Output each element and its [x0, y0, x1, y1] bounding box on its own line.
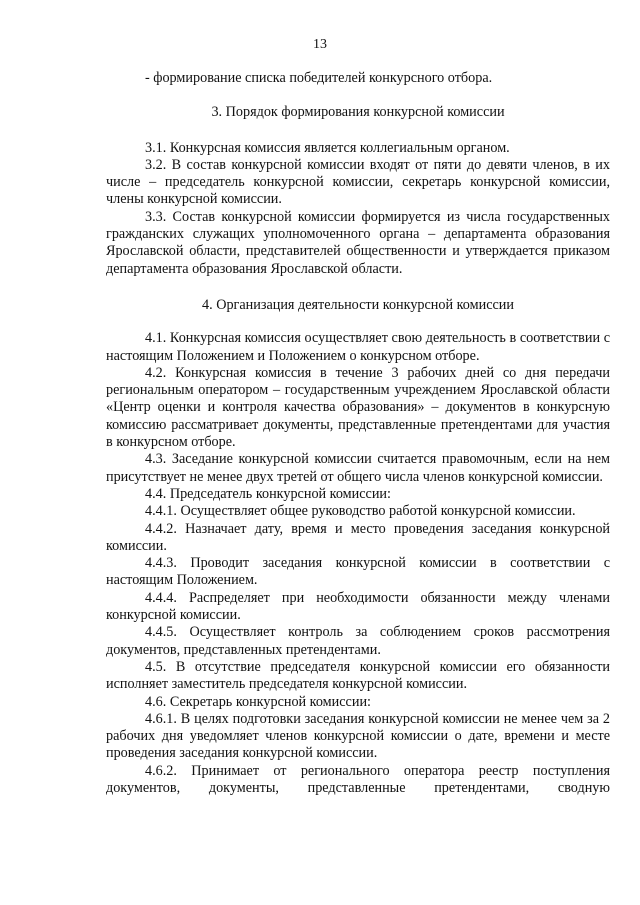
- page-number: 13: [313, 37, 327, 52]
- paragraph-4-6-1: 4.6.1. В целях подготовки заседания конкурсной комиссии не менее чем за 2 рабочих дня уведомляет членов конкурсной комиссии о дате, времени и месте проведения заседания конкурсной комиссии.: [106, 710, 610, 762]
- paragraph-4-2: 4.2. Конкурсная комиссия в течение 3 рабочих дней со дня передачи региональным оператором – государственным учреждением Ярославской области «Центр оценки и контроля качества образования» – документов в конкурсную комиссию рассматривает документы, представленные претендентами для участия в конкурсном отборе.: [106, 364, 610, 451]
- paragraph-4-1: 4.1. Конкурсная комиссия осуществляет свою деятельность в соответствии с настоящим Положением и Положением о конкурсном отборе.: [106, 330, 610, 364]
- section-heading-3: 3. Порядок формирования конкурсной комиссии: [211, 104, 505, 121]
- section-heading-4: 4. Организация деятельности конкурсной комиссии: [202, 296, 514, 313]
- paragraph-4-4-2: 4.4.2. Назначает дату, время и место проведения заседания конкурсной комиссии.: [106, 520, 610, 554]
- paragraph-4-4-4: 4.4.4. Распределяет при необходимости обязанности между членами конкурсной комиссии.: [106, 589, 610, 624]
- paragraph-4-4-3: 4.4.3. Проводит заседания конкурсной комиссии в соответствии с настоящим Положением.: [106, 555, 610, 589]
- paragraph-4-6-2: 4.6.2. Принимает от регионального оператора реестр поступления документов, документы, представленные претендентами, сводную: [106, 762, 610, 796]
- paragraph-4-3: 4.3. Заседание конкурсной комиссии считается правомочным, если на нем присутствует не менее двух третей от общего числа членов конкурсной комиссии.: [106, 451, 610, 485]
- document-body: [106, 70, 610, 797]
- paragraph-4-4-1: 4.4.1. Осуществляет общее руководство работой конкурсной комиссии.: [145, 503, 576, 520]
- paragraph-3-3: 3.3. Состав конкурсной комиссии формируется из числа государственных гражданских служащих уполномоченного органа – департамента образования Ярославской области, представителей общественности и утверждается приказом департамента образования Ярославской области.: [106, 208, 610, 277]
- paragraph-3-2: 3.2. В состав конкурсной комиссии входят от пяти до девяти членов, в их числе – председатель конкурсной комиссии, секретарь конкурсной комиссии, члены конкурсной комиссии.: [106, 156, 610, 208]
- paragraph-4-4: 4.4. Председатель конкурсной комиссии:: [145, 485, 391, 502]
- paragraph-3-1: 3.1. Конкурсная комиссия является коллегиальным органом.: [145, 139, 510, 156]
- paragraph-4-6: 4.6. Секретарь конкурсной комиссии:: [145, 693, 371, 710]
- paragraph-4-4-5: 4.4.5. Осуществляет контроль за соблюдением сроков рассмотрения документов, представленных претендентами.: [106, 624, 610, 658]
- list-item-continuation: - формирование списка победителей конкурсного отбора.: [145, 70, 493, 86]
- paragraph-4-5: 4.5. В отсутствие председателя конкурсной комиссии его обязанности исполняет заместитель председателя конкурсной комиссии.: [106, 658, 610, 693]
